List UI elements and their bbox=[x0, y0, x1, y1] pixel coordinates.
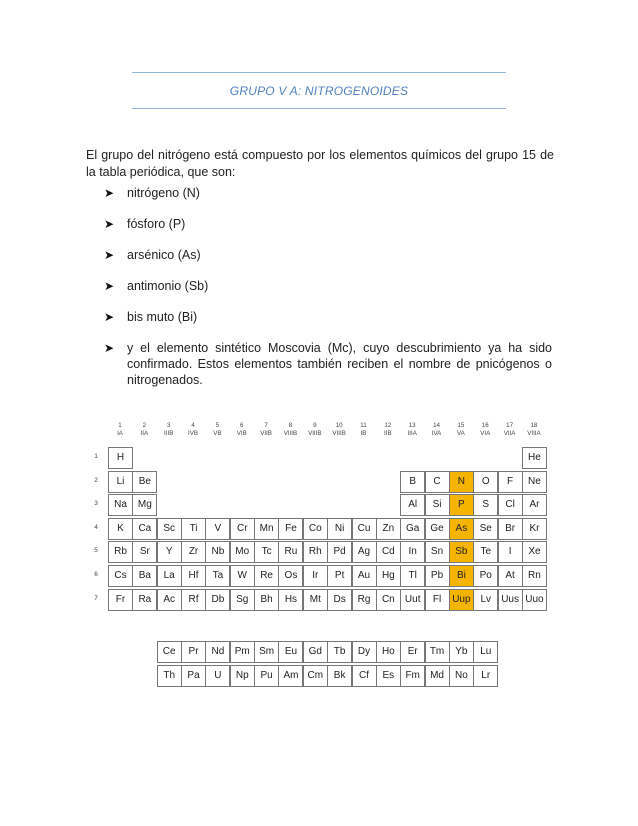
element-cell: S bbox=[473, 494, 498, 516]
element-cell: At bbox=[498, 565, 523, 587]
element-cell: Li bbox=[108, 471, 133, 493]
element-cell: Sr bbox=[132, 541, 157, 563]
element-cell: P bbox=[449, 494, 474, 516]
element-cell: Ni bbox=[327, 518, 352, 540]
element-cell: Sg bbox=[230, 589, 255, 611]
group-header: 10 VIIIB bbox=[332, 422, 346, 437]
element-cell: Re bbox=[254, 565, 279, 587]
element-cell: Ba bbox=[132, 565, 157, 587]
arrow-bullet-icon: ➤ bbox=[104, 341, 115, 355]
element-cell: Os bbox=[278, 565, 303, 587]
element-cell: Lv bbox=[473, 589, 498, 611]
element-cell: Am bbox=[278, 665, 303, 687]
element-cell: Lu bbox=[473, 641, 498, 663]
element-cell: Pm bbox=[230, 641, 255, 663]
element-cell: Pb bbox=[425, 565, 450, 587]
element-cell: Md bbox=[425, 665, 450, 687]
arrow-bullet-icon: ➤ bbox=[104, 310, 115, 324]
period-number: 6 bbox=[94, 571, 98, 578]
element-cell: Cl bbox=[498, 494, 523, 516]
element-cell: Ru bbox=[278, 541, 303, 563]
element-cell: Cd bbox=[376, 541, 401, 563]
list-item: ➤ y el elemento sintético Moscovia (Mc), cuyo descubrimiento ya ha sido confirmado. Estos elementos también reciben el nombre de pnicógenos o nitrogenados. bbox=[104, 341, 552, 387]
element-cell: Ds bbox=[327, 589, 352, 611]
element-cell: Tc bbox=[254, 541, 279, 563]
list-item: ➤ nitrógeno (N) bbox=[104, 186, 200, 200]
element-cell: Te bbox=[473, 541, 498, 563]
group-header: 4 IVB bbox=[188, 422, 199, 437]
period-number: 3 bbox=[94, 500, 98, 508]
element-cell: Zn bbox=[376, 518, 401, 540]
element-cell: U bbox=[205, 665, 230, 687]
element-cell: Dy bbox=[352, 641, 377, 663]
element-cell: Xe bbox=[522, 541, 547, 563]
element-cell: B bbox=[400, 471, 425, 493]
element-cell: Ta bbox=[205, 565, 230, 587]
group-header: 2 IIA bbox=[140, 422, 149, 437]
element-cell: Rb bbox=[108, 541, 133, 563]
element-cell: Ge bbox=[425, 518, 450, 540]
element-cell: Pd bbox=[327, 541, 352, 563]
element-cell: Fe bbox=[278, 518, 303, 540]
element-cell: Ti bbox=[181, 518, 206, 540]
heading-rule-top bbox=[132, 72, 506, 73]
element-list bbox=[104, 185, 552, 403]
element-cell: W bbox=[230, 565, 255, 587]
element-cell: Es bbox=[376, 665, 401, 687]
arrow-bullet-icon: ➤ bbox=[104, 248, 115, 262]
element-cell: Ir bbox=[303, 565, 328, 587]
group-header: 12 IIB bbox=[384, 422, 392, 437]
element-cell: Hg bbox=[376, 565, 401, 587]
arrow-bullet-icon: ➤ bbox=[104, 217, 115, 231]
element-cell: Lr bbox=[473, 665, 498, 687]
element-cell: Cs bbox=[108, 565, 133, 587]
element-cell: Mo bbox=[230, 541, 255, 563]
element-cell: Nd bbox=[205, 641, 230, 663]
element-cell: K bbox=[108, 518, 133, 540]
element-cell: Hs bbox=[278, 589, 303, 611]
element-cell: Sm bbox=[254, 641, 279, 663]
element-cell: In bbox=[400, 541, 425, 563]
group-header: 14 IVA bbox=[431, 422, 442, 437]
group-header: 8 VIIIB bbox=[283, 422, 298, 437]
element-cell: Ga bbox=[400, 518, 425, 540]
element-cell: Th bbox=[157, 665, 182, 687]
element-cell: Fm bbox=[400, 665, 425, 687]
element-cell: As bbox=[449, 518, 474, 540]
group-header: 16 VIA bbox=[480, 422, 491, 437]
element-cell: Al bbox=[400, 494, 425, 516]
element-cell: Ce bbox=[157, 641, 182, 663]
element-cell: Cr bbox=[230, 518, 255, 540]
element-cell: Be bbox=[132, 471, 157, 493]
element-cell: Np bbox=[230, 665, 255, 687]
element-cell: V bbox=[205, 518, 230, 540]
list-item: ➤ antimonio (Sb) bbox=[104, 279, 209, 293]
group-header: 7 VIIB bbox=[260, 422, 272, 437]
element-cell: Pu bbox=[254, 665, 279, 687]
period-number: 5 bbox=[94, 547, 98, 555]
group-header: 9 VIIIB bbox=[308, 422, 322, 437]
element-cell: Zr bbox=[181, 541, 206, 563]
element-cell: He bbox=[522, 447, 547, 469]
element-cell: Po bbox=[473, 565, 498, 587]
element-cell: C bbox=[425, 471, 450, 493]
element-cell: Tm bbox=[425, 641, 450, 663]
group-header: 1 IA bbox=[117, 422, 123, 437]
element-cell: Gd bbox=[303, 641, 328, 663]
element-cell: O bbox=[473, 471, 498, 493]
element-cell: Rn bbox=[522, 565, 547, 587]
element-cell: Bi bbox=[449, 565, 474, 587]
element-cell: Co bbox=[303, 518, 328, 540]
element-cell: N bbox=[449, 471, 474, 493]
element-cell: Mn bbox=[254, 518, 279, 540]
element-cell: Bk bbox=[327, 665, 352, 687]
group-header: 13 IIIA bbox=[407, 422, 417, 437]
element-cell: Cu bbox=[352, 518, 377, 540]
period-number: 7 bbox=[94, 594, 98, 602]
element-cell: Ne bbox=[522, 471, 547, 493]
element-cell: F bbox=[498, 471, 523, 493]
element-cell: Pr bbox=[181, 641, 206, 663]
element-cell: Nb bbox=[205, 541, 230, 563]
element-cell: Tb bbox=[327, 641, 352, 663]
element-cell: Rf bbox=[181, 589, 206, 611]
element-cell: Cf bbox=[352, 665, 377, 687]
element-cell: Fr bbox=[108, 589, 133, 611]
element-cell: Bh bbox=[254, 589, 279, 611]
element-cell: Ho bbox=[376, 641, 401, 663]
period-number: 2 bbox=[94, 476, 98, 484]
element-cell: Hf bbox=[181, 565, 206, 587]
element-cell: Eu bbox=[278, 641, 303, 663]
section-heading: GRUPO V A: NITROGENOIDES bbox=[229, 84, 409, 98]
group-header: 5 VB bbox=[213, 422, 222, 437]
element-cell: No bbox=[449, 665, 474, 687]
element-cell: La bbox=[157, 565, 182, 587]
element-cell: Cn bbox=[376, 589, 401, 611]
group-header: 3 IIIB bbox=[164, 422, 174, 437]
element-cell: Uup bbox=[449, 589, 474, 611]
element-cell: Er bbox=[400, 641, 425, 663]
element-cell: Se bbox=[473, 518, 498, 540]
element-cell: Pt bbox=[327, 565, 352, 587]
element-cell: Uuo bbox=[522, 589, 547, 611]
group-header: 11 IB bbox=[360, 422, 367, 437]
element-cell: Kr bbox=[522, 518, 547, 540]
element-cell: Ar bbox=[522, 494, 547, 516]
group-header: 6 VIB bbox=[236, 422, 247, 437]
arrow-bullet-icon: ➤ bbox=[104, 279, 115, 293]
list-item: ➤ bis muto (Bi) bbox=[104, 310, 198, 324]
list-item: ➤ fósforo (P) bbox=[104, 217, 186, 231]
element-cell: Y bbox=[157, 541, 182, 563]
element-cell: H bbox=[108, 447, 133, 469]
element-cell: Ca bbox=[132, 518, 157, 540]
element-cell: Sn bbox=[425, 541, 450, 563]
period-number: 4 bbox=[94, 523, 98, 531]
element-cell: Na bbox=[108, 494, 133, 516]
period-number: 1 bbox=[94, 453, 98, 460]
element-cell: Mg bbox=[132, 494, 157, 516]
element-cell: Rg bbox=[352, 589, 377, 611]
group-header: 15 VA bbox=[456, 422, 465, 437]
element-cell: Au bbox=[352, 565, 377, 587]
element-cell: Yb bbox=[449, 641, 474, 663]
element-cell: Pa bbox=[181, 665, 206, 687]
element-cell: Uus bbox=[498, 589, 523, 611]
element-cell: Ac bbox=[157, 589, 182, 611]
group-header: 17 VIIA bbox=[503, 422, 516, 437]
element-cell: Db bbox=[205, 589, 230, 611]
heading-rule-bottom bbox=[132, 108, 506, 109]
element-cell: Br bbox=[498, 518, 523, 540]
list-item: ➤ arsénico (As) bbox=[104, 248, 201, 262]
element-cell: Mt bbox=[303, 589, 328, 611]
element-cell: Ag bbox=[352, 541, 377, 563]
element-cell: Si bbox=[425, 494, 450, 516]
element-cell: Ra bbox=[132, 589, 157, 611]
element-cell: Rh bbox=[303, 541, 328, 563]
group-header: 18 VIIIA bbox=[527, 422, 541, 437]
intro-paragraph: El grupo del nitrógeno está compuesto por los elementos químicos del grupo 15 de la tabla periódica, que son: bbox=[86, 148, 554, 179]
element-cell: Cm bbox=[303, 665, 328, 687]
element-cell: Tl bbox=[400, 565, 425, 587]
element-cell: Sc bbox=[157, 518, 182, 540]
element-cell: Fl bbox=[425, 589, 450, 611]
element-cell: Sb bbox=[449, 541, 474, 563]
element-cell: I bbox=[498, 541, 523, 563]
element-cell: Uut bbox=[400, 589, 425, 611]
arrow-bullet-icon: ➤ bbox=[104, 186, 115, 200]
